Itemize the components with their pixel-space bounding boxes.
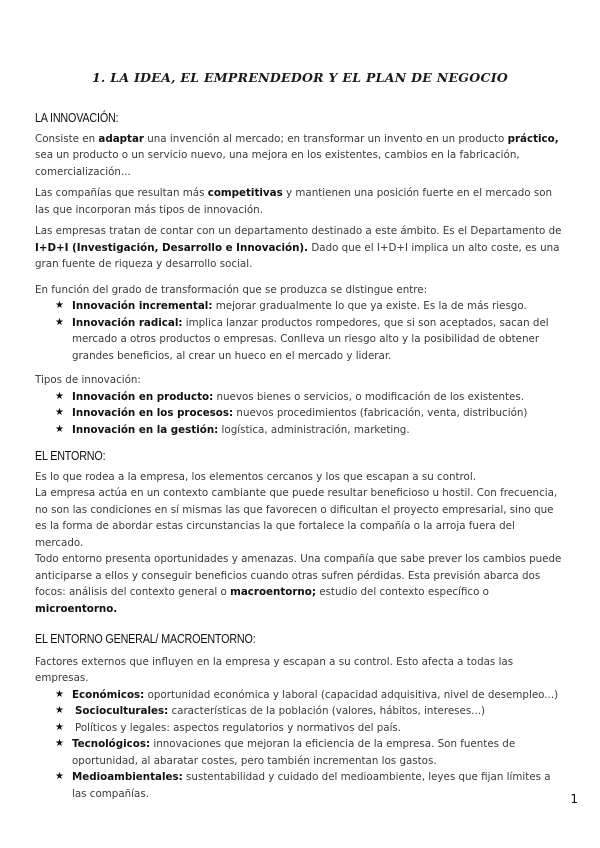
list-item-desc: nuevos procedimientos (fabricación, venta, distribución) [233,407,528,419]
list-intro: Factores externos que influyen en la empresa y escapan a su control. Esto afecta a todas las empresas. [35,655,514,684]
list-item-term: Económicos: [72,688,145,701]
list-intro: En función del grado de transformación que se produzca se distingue entre: [35,283,428,296]
list-item-desc: innovaciones que mejoran la eficiencia de la empresa. Son fuentes de oportunidad, al abaratar costes, pero también incrementan los gastos. [72,738,516,767]
list-item [72,422,565,439]
bold-text: I+D+I (Investigación, Desarrollo e Innovación). [35,241,309,254]
list-item [72,703,565,720]
text: sea un producto o un servicio nuevo, una mejora en los existentes, cambios en la fabricación, comercialización... [35,149,520,178]
section-entorno-general [35,631,565,802]
text: y mantienen una posición fuerte en el mercado son las que incorporan más tipos de innovación. [35,187,553,216]
list-item-desc: logística, administración, marketing. [218,423,410,436]
document-body [35,110,565,808]
list-item-desc: oportunidad económica y laboral (capacidad adquisitiva, nivel de desempleo...) [144,688,559,701]
section-innovacion [35,110,565,438]
list-item-desc: implica lanzar productos rompedores, que si son aceptados, sacan del mercado a otros productos o empresas. Conlleva un riesgo alto y la posibilidad de obtener grandes beneficios, al crear un hueco en el mercado y liderar. [72,316,549,362]
list-item-term: Innovación radical: [72,316,183,329]
list-item [72,315,565,365]
text: Las compañías que resultan más [35,187,208,199]
star-list [35,389,565,439]
text: una invención al mercado; en transformar un invento en un producto [143,132,508,145]
list-item-term: Innovación en producto: [72,390,214,403]
paragraph: Es lo que rodea a la empresa, los elementos cercanos y los que escapan a su control. [35,470,476,483]
list-item-term: Socioculturales: [75,705,169,717]
list-intro: Tipos de innovación: [35,374,141,386]
list-item [72,736,565,769]
list-item-term: Tecnológicos: [72,738,151,750]
section-heading-entorno-general: EL ENTORNO GENERAL/ MACROENTORNO: [35,632,256,646]
list-item [72,298,565,315]
section-entorno [35,448,565,617]
page-number: 1 [570,792,578,806]
list-item [72,405,565,422]
paragraph: La empresa actúa en un contexto cambiante que puede resultar beneficioso u hostil. Con frecuencia, no son las condiciones en sí mismas las que favorecen o dificultan el proyecto empresarial, sino que es la forma de abordar estas circunstancias la que fortalece la compañía o la arroja fuera del mercado. [35,487,558,549]
section-heading-innovacion: LA INNOVACIÓN: [35,111,119,125]
list-item-desc: características de la población (valores, hábitos, intereses...) [168,705,486,717]
text: Las empresas tratan de contar con un departamento destinado a este ámbito. Es el Departamento de [35,225,562,237]
paragraph [35,131,565,181]
text: Consiste en [35,132,99,145]
bold-text: microentorno. [35,602,118,615]
paragraph [35,185,565,218]
bold-text: práctico, [507,132,559,145]
list-item-desc: Políticos y legales: aspectos regulatorios y normativos del país. [75,721,402,734]
paragraph [35,223,565,273]
list-item-term: Innovación incremental: [72,300,213,312]
bold-text: adaptar [98,132,144,145]
section-heading-entorno: EL ENTORNO: [35,449,106,463]
star-list [35,687,565,803]
list-item [72,687,565,704]
list-item-desc: nuevos bienes o servicios, o modificación de los existentes. [213,390,525,403]
text: estudio del contexto específico o [315,586,489,598]
bold-text: macroentorno; [230,586,316,598]
bold-text: competitivas [207,187,283,199]
text: Todo entorno presenta oportunidades y amenazas. Una compañía que sabe prever los cambios puede anticiparse a ellos y conseguir beneficios cuando otras sufren pérdidas. Esta previsión abarca dos focos: análisis del contexto general o [35,553,562,598]
list-item-desc: sustentabilidad y cuidado del medioambiente, leyes que fijan límites a las compañías. [72,771,551,800]
list-item [72,389,565,406]
paragraph [35,551,565,617]
list-item-desc: mejorar gradualmente lo que ya existe. Es la de más riesgo. [212,300,527,312]
text: Dado que el I+D+I implica un alto coste, es una gran fuente de riqueza y desarrollo social. [35,241,560,270]
list-item [72,769,565,802]
page-title: 1. LA IDEA, EL EMPRENDEDOR Y EL PLAN DE NEGOCIO [91,70,509,85]
list-item-term: Innovación en los procesos: [72,407,234,419]
list-item-term: Innovación en la gestión: [72,423,219,436]
star-list [35,298,565,364]
list-item [72,720,565,737]
list-item-term: Medioambientales: [72,771,183,783]
